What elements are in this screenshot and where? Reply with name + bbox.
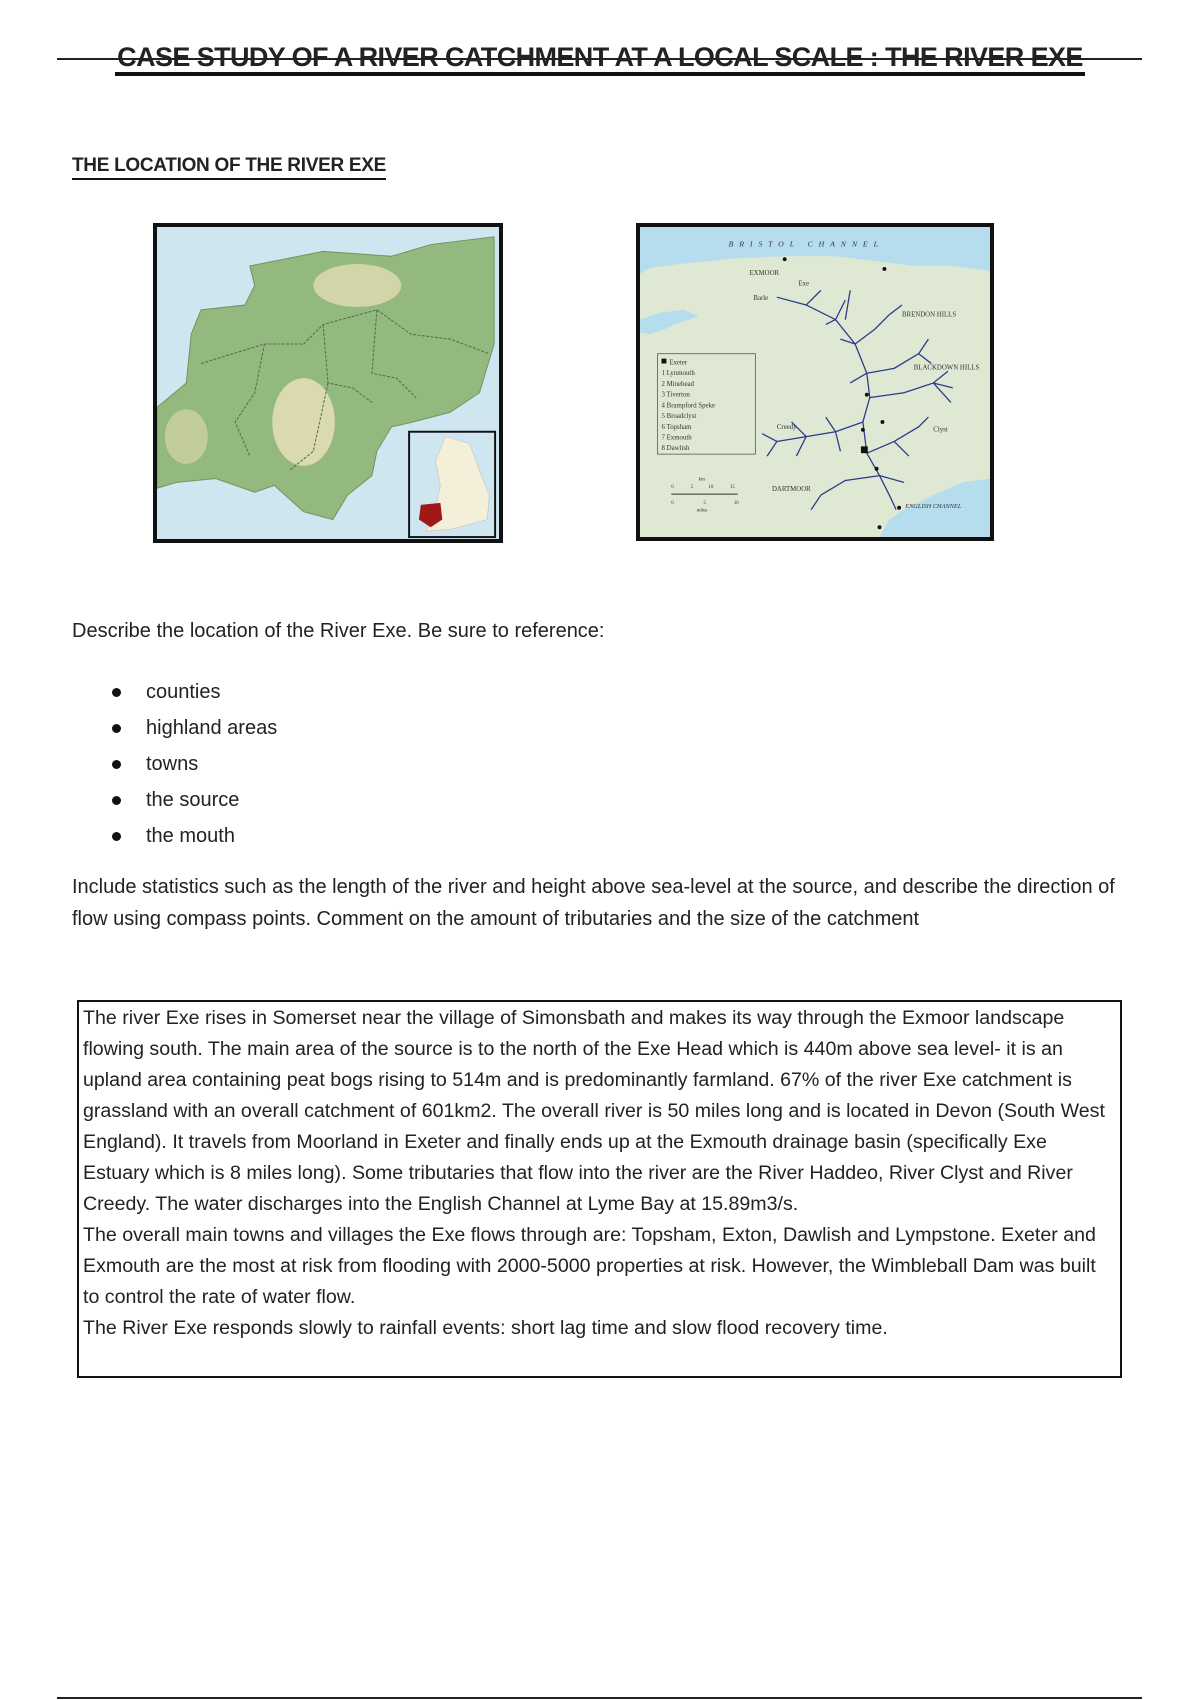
- footer-rule: [57, 1697, 1142, 1699]
- svg-text:miles: miles: [696, 508, 708, 514]
- answer-paragraph: The River Exe responds slowly to rainfall events: short lag time and slow flood recovery time.: [83, 1317, 888, 1339]
- exmoor-highland: [313, 264, 401, 307]
- list-item: highland areas: [110, 710, 277, 746]
- uk-inset-map: [409, 432, 495, 537]
- list-item: the mouth: [110, 818, 277, 854]
- map-label-brendon-hills: BRENDON HILLS: [902, 311, 957, 319]
- svg-text:Exeter: Exeter: [669, 359, 688, 367]
- map-label-dartmoor: DARTMOOR: [771, 486, 811, 494]
- map-label-exmoor: EXMOOR: [749, 269, 780, 277]
- reference-list: [110, 674, 277, 854]
- svg-text:7 Exmouth: 7 Exmouth: [661, 434, 692, 442]
- svg-text:5: 5: [690, 485, 694, 491]
- svg-text:15: 15: [729, 485, 735, 491]
- list-item: counties: [110, 674, 277, 710]
- list-item: towns: [110, 746, 277, 782]
- river-exe-catchment-map: [636, 223, 994, 541]
- exeter-marker: [861, 446, 868, 453]
- svg-text:4 Brampford Speke: 4 Brampford Speke: [661, 402, 716, 410]
- svg-text:0: 0: [671, 500, 674, 506]
- svg-text:8 Dawlish: 8 Dawlish: [661, 445, 690, 453]
- map-label-exe: Exe: [798, 280, 810, 288]
- dartmoor-highland: [272, 378, 335, 466]
- page-title: CASE STUDY OF A RIVER CATCHMENT AT A LOCAL SCALE : THE RIVER EXE: [115, 42, 1085, 76]
- map-label-barle: Barle: [753, 295, 769, 303]
- svg-text:6 Topsham: 6 Topsham: [661, 423, 692, 431]
- svg-text:10: 10: [733, 500, 739, 506]
- answer-paragraph: The river Exe rises in Somerset near the village of Simonsbath and makes its way through the Exmoor landscape flowing south. The main area of the source is to the north of the Exe Head which is 440m above sea level- it is an upland area containing peat bogs rising to 514m and is predominantly farmland. 67% of the river Exe catchment is grassland with an overall catchment of 601km2. The overall river is 50 miles long and is located in Devon (South West England). It travels from Moorland in Exeter and finally ends up at the Exmouth drainage basin (specifically Exe Estuary which is 8 miles long). Some tributaries that flow into the river are the River Haddeo, River Clyst and River Creedy. The water discharges into the English Channel at Lyme Bay at 15.89m3/s.: [83, 1007, 1105, 1215]
- instructions-paragraph: Include statistics such as the length of the river and height above sea-level at the source, and describe the direction of flow using compass points. Comment on the amount of tributaries and the size of the catchment: [72, 876, 1115, 930]
- map-label-creedy: Creedy: [776, 423, 797, 431]
- bodmin-highland: [165, 409, 208, 464]
- devon-relief-map: [153, 223, 503, 543]
- map-label-clyst: Clyst: [933, 426, 948, 434]
- answer-paragraph: The overall main towns and villages the Exe flows through are: Topsham, Exton, Dawlish and Lympstone. Exeter and Exmouth are the most at risk from flooding with 2000-5000 properties at risk. However, the Wimbleball Dam was built to control the rate of water flow.: [83, 1224, 1096, 1308]
- section-heading: THE LOCATION OF THE RIVER EXE: [72, 154, 386, 180]
- svg-text:0: 0: [671, 485, 674, 491]
- list-item: the source: [110, 782, 277, 818]
- map-label-english-channel: ENGLISH CHANNEL: [905, 502, 962, 510]
- svg-text:1 Lynmouth: 1 Lynmouth: [661, 370, 695, 378]
- svg-text:5 Broadclyst: 5 Broadclyst: [661, 413, 697, 421]
- svg-text:10: 10: [708, 485, 714, 491]
- svg-text:5: 5: [703, 500, 706, 506]
- question-prompt: Describe the location of the River Exe. Be sure to reference:: [72, 620, 605, 642]
- map-label-blackdown-hills: BLACKDOWN HILLS: [913, 364, 980, 372]
- map-label-bristol-channel: BRISTOL CHANNEL: [728, 239, 884, 249]
- svg-text:2 Minehead: 2 Minehead: [661, 380, 694, 388]
- svg-text:3 Tiverton: 3 Tiverton: [661, 391, 690, 399]
- svg-text:km: km: [698, 477, 705, 483]
- answer-box: [77, 1000, 1122, 1378]
